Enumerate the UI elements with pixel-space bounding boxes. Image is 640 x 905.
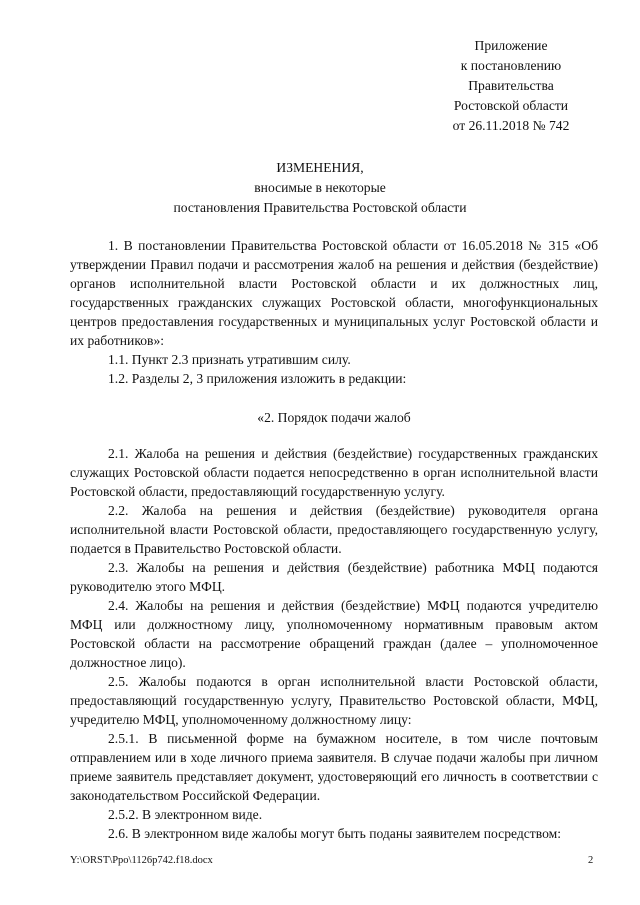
paragraph-2-4: 2.4. Жалобы на решения и действия (бездействие) МФЦ подаются учредителю МФЦ или должностному лицу, уполномоченному нормативным правовым актом Ростовской области на рассмотрение обращений граждан (далее – уполномоченное должностное лицо).	[70, 598, 598, 670]
title-subline: вносимые в некоторые	[254, 180, 386, 195]
appendix-line: к постановлению	[460, 58, 562, 73]
paragraph-2-5-2: 2.5.2. В электронном виде.	[108, 807, 263, 822]
section-heading: «2. Порядок подачи жалоб	[257, 410, 411, 425]
paragraph-1-1: 1.1. Пункт 2.3 признать утратившим силу.	[108, 352, 351, 367]
paragraph-1: 1. В постановлении Правительства Ростовской области от 16.05.2018 № 315 «Об утверждении Правил подачи и рассмотрения жалоб на решения и действия (бездействие) органов исполнительной власти Ростовской области и их должностных лиц, государственных гражданских служащих Ростовской области, многофункциональных центров предоставления государственных и муниципальных услуг Ростовской области и их работников»:	[70, 238, 598, 348]
document-title	[70, 158, 570, 218]
paragraph-2-5: 2.5. Жалобы подаются в орган исполнительной власти Ростовской области, предоставляющий государственную услугу, Правительство Ростовской области, МФЦ, учредителю МФЦ, уполномоченному должностному лицу:	[70, 674, 598, 727]
paragraph-2-5-1: 2.5.1. В письменной форме на бумажном носителе, в том числе почтовым отправлением или в ходе личного приема заявителя. В случае подачи жалобы при личном приеме заявитель представляет документ, удостоверяющий его личность в соответствии с законодательством Российской Федерации.	[70, 731, 598, 803]
appendix-block	[430, 36, 592, 136]
paragraph-2-6: 2.6. В электронном виде жалобы могут быть поданы заявителем посредством:	[108, 826, 561, 841]
appendix-line: от 26.11.2018 № 742	[452, 118, 570, 133]
paragraph-2-1: 2.1. Жалоба на решения и действия (бездействие) государственных гражданских служащих Ростовской области подается непосредственно в орган исполнительной власти Ростовской области, предоставляющий государственную услугу.	[70, 446, 598, 499]
page-number: 2	[588, 855, 594, 866]
paragraph-2-2: 2.2. Жалоба на решения и действия (бездействие) руководителя органа исполнительной власти Ростовской области, предоставляющего государственную услугу, подается в Правительство Ростовской области.	[70, 503, 598, 556]
title-subline: постановления Правительства Ростовской области	[173, 200, 467, 215]
title-heading: ИЗМЕНЕНИЯ,	[276, 160, 364, 175]
appendix-line: Приложение	[474, 38, 548, 53]
paragraph-1-2: 1.2. Разделы 2, 3 приложения изложить в редакции:	[108, 371, 407, 386]
appendix-line: Ростовской области	[453, 98, 569, 113]
footer-file-path: Y:\ORST\Ppo\1126p742.f18.docx	[70, 855, 213, 866]
appendix-line: Правительства	[468, 78, 554, 93]
document-body	[70, 236, 598, 843]
paragraph-2-3: 2.3. Жалобы на решения и действия (бездействие) работника МФЦ подаются руководителю этого МФЦ.	[70, 560, 598, 594]
